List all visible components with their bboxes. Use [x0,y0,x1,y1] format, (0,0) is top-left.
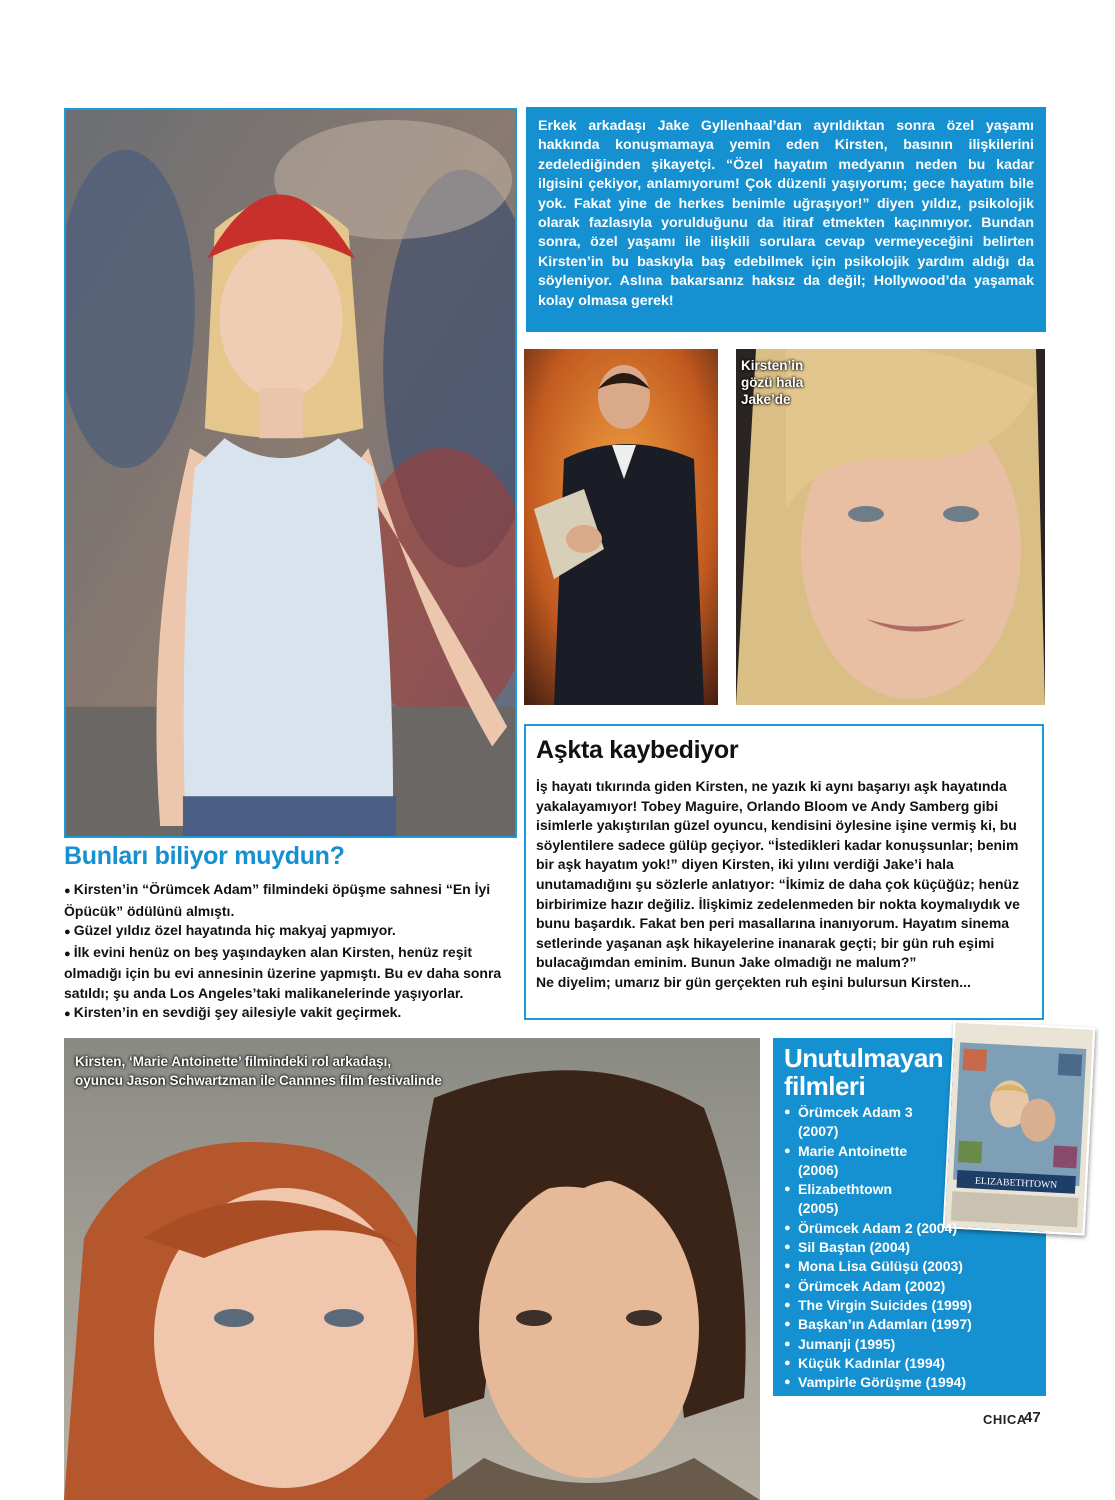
love-article-box [524,724,1044,1020]
films-heading-line: filmleri [784,1071,866,1101]
intro-text: Erkek arkadaşı Jake Gyllenhaal’dan ayrıldıktan sonra özel yaşamı hakkında konuşmamaya yemin eden Kirsten, basının ilişkilerini zedelediğinden şikayetçi. “Özel hayatım medyanın neden bu kadar ilgisini çekiyor, anlamıyorum! Çok düzenli yaşıyorum; gece hayatım bile yok. Fakat yine de herkes benimle uğraşıyor!” diyen yıldız, psikolojik olarak fazlasıyla yorulduğunu da itiraf etmekten kaçınmıyor. Bundan sonra, özel yaşamı ile ilişkili sorulara cevap vermeyeceğini belirten Kirsten’in bu baskıyla baş edebilmek için psikolojik yardım aldığı da söyleniyor. Aslına bakarsanız haksız da değil; Hollywood’da yaşamak kolay olmasa gerek! [538,118,1034,309]
films-list [784,1103,994,1392]
love-closing-text: Ne diyelim; umarız bir gün gerçekten ruh eşini bulursun Kirsten... [536,973,971,990]
did-you-know-list [64,880,516,1025]
film-item: ● Jumanji (1995) [784,1335,994,1354]
magazine-brand: CHICA [983,1412,1027,1427]
closeup-caption-line: Kirsten’in [741,358,804,373]
list-item: ● İlk evini henüz on beş yaşındayken alan Kirsten, henüz reşit olmadığı için bu evi annesinin üzerine yapmıştı. Bu ev daha sonra satıldı; şu anda Los Angeles’taki malikanelerinde yaşıyorlar. [64,943,516,1004]
closeup-caption [741,357,831,408]
film-item: ● Elizabethtown (2005) [784,1180,934,1219]
film-item: ● Mona Lisa Gülüşü (2003) [784,1257,994,1276]
film-item: ● Başkan’ın Adamları (1997) [784,1315,994,1334]
list-item: ● Kirsten’in “Örümcek Adam” filmindeki öpüşme sahnesi “En İyi Öpücük” ödülünü almıştı. [64,880,516,921]
intro-text-box [526,107,1046,332]
love-heading: Aşkta kaybediyor [536,736,739,764]
film-item: ● Örümcek Adam 2 (2004) [784,1219,994,1238]
cannes-caption-line: oyuncu Jason Schwartzman ile Cannnes film festivalinde [75,1073,442,1088]
photo-kirsten-street [64,108,517,838]
closeup-caption-line: Jake’de [741,392,791,407]
films-heading-line: Unutulmayan [784,1043,944,1073]
cannes-photo-caption [75,1052,475,1090]
film-item: ● Vampirle Görüşme (1994) [784,1373,994,1392]
cannes-caption-line: Kirsten, ‘Marie Antoinette’ filmindeki rol arkadaşı, [75,1054,392,1069]
did-you-know-heading: Bunları biliyor muydun? [64,842,345,870]
love-body [536,777,1032,993]
list-item: ● Kirsten’in en sevdiği şey ailesiyle vakit geçirmek. [64,1003,516,1025]
film-item: ● Küçük Kadınlar (1994) [784,1354,994,1373]
film-item: ● The Virgin Suicides (1999) [784,1296,994,1315]
photo-jake-gyllenhaal [524,349,718,705]
film-item: ● Örümcek Adam 3 (2007) [784,1103,934,1142]
film-item: ● Marie Antoinette (2006) [784,1142,934,1181]
film-item: ● Örümcek Adam (2002) [784,1277,994,1296]
photo-cannes-festival [64,1038,760,1500]
film-item: ● Sil Baştan (2004) [784,1238,994,1257]
poster-title: ELIZABETHTOWN [974,1175,1058,1191]
films-heading [784,1044,954,1100]
love-body-text: İş hayatı tıkırında giden Kirsten, ne yazık ki aynı başarıyı aşk hayatında yakalayamıyor! Tobey Maguire, Orlando Bloom ve Andy Samberg gibi isimlerle yakıştırılan güzel oyuncu, kendisini öylesine işine vermiş ki, bu söylentilere sadece gülüp geçiyor. “İstedikleri kadar konuşsunlar; benim bir aşk hayatım yok!” diyen Kirsten, iki yılını verdiği Jake’i hala unutamadığını şu sözlerle anlatıyor: “İkimiz de daha çok küçüğüz; henüz birbirimize hazır değiliz. İlişkimiz zedelenmeden bir nokta koymalıydık ve bunu başardık. Fakat ben peri masallarına inanıyorum. Hayatım sinema setlerinde yaşanan aşk hikayelerine inanarak geçti; bir gün ruh eşimi bulacağımdan eminim. Bunun Jake olmadığı ne malum?” [536,778,1020,971]
page-number: 47 [1024,1409,1041,1426]
closeup-caption-line: gözü hala [741,375,804,390]
list-item: ● Güzel yıldız özel hayatında hiç makyaj yapmıyor. [64,921,516,943]
